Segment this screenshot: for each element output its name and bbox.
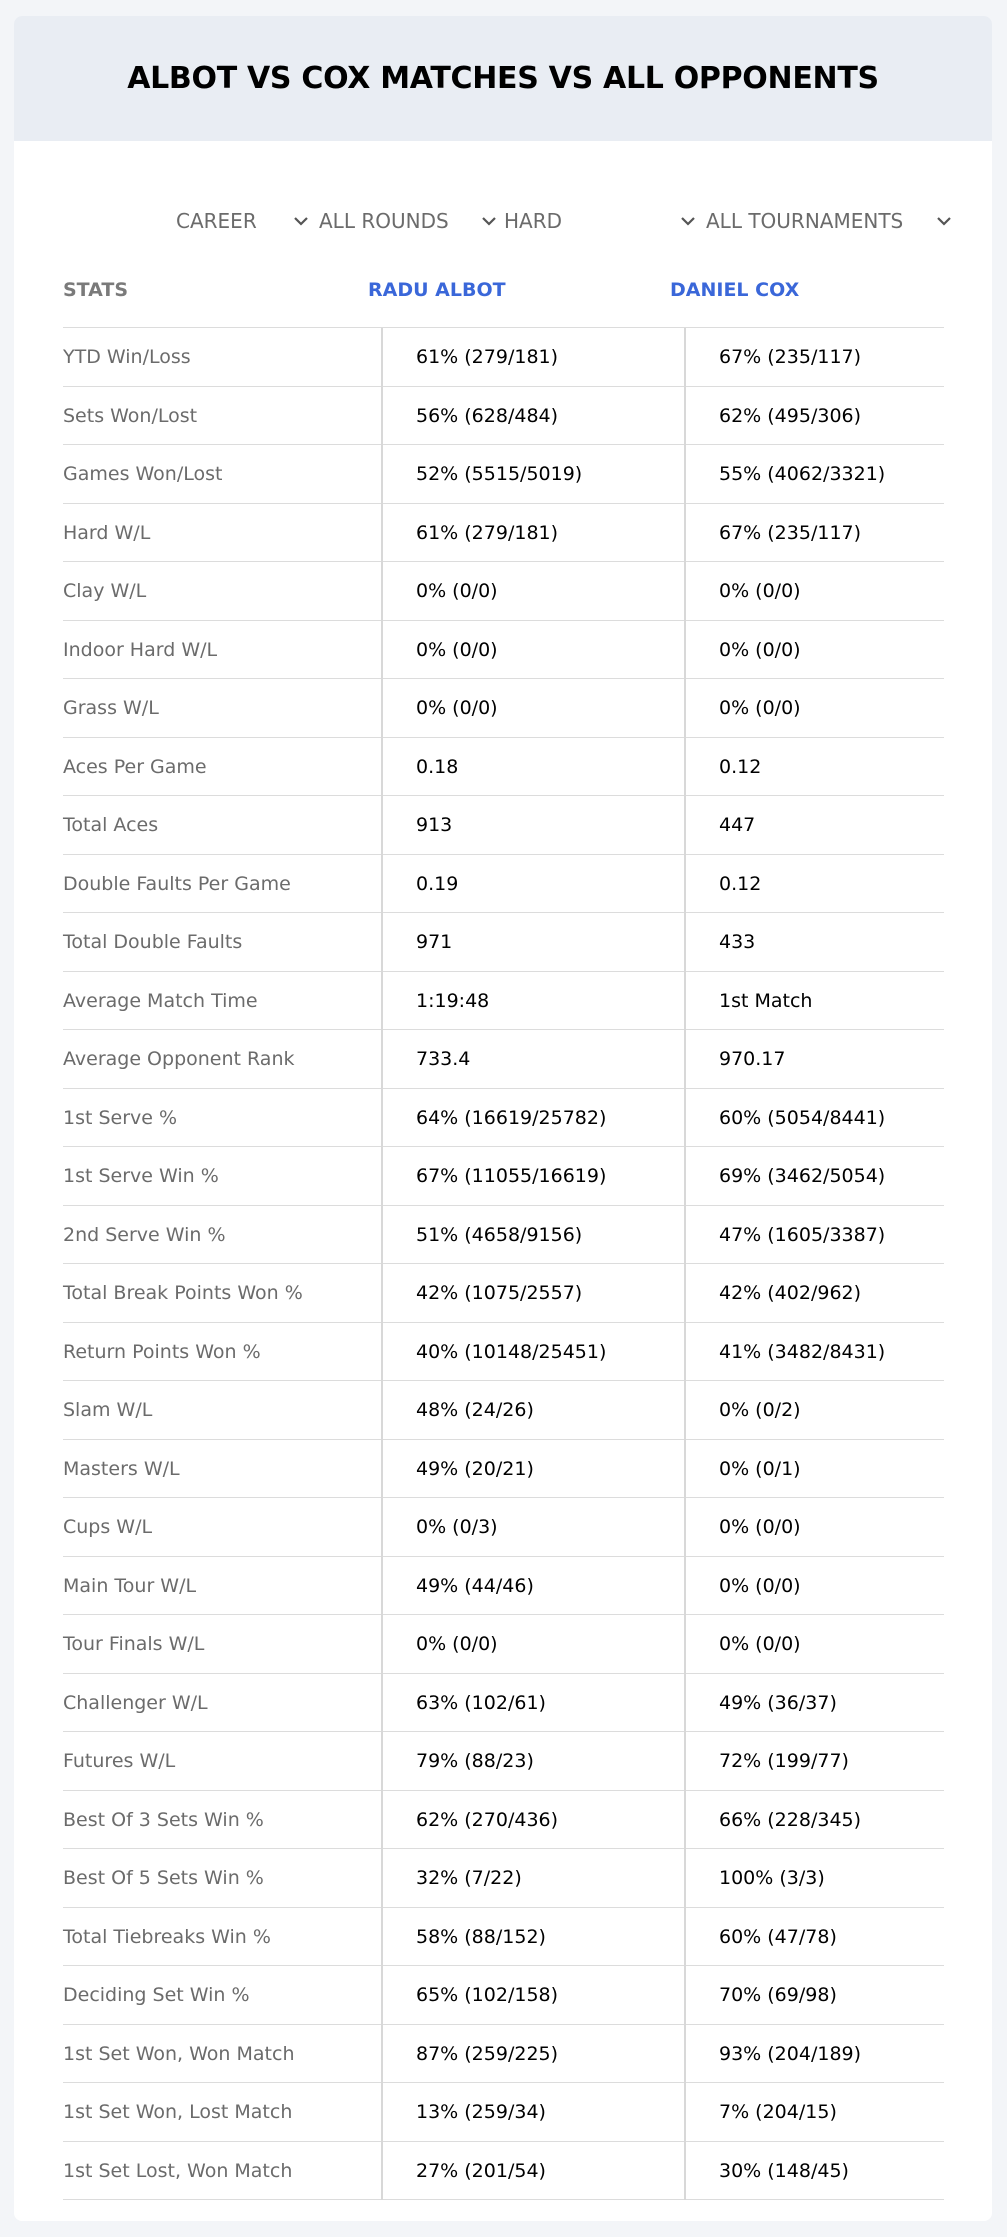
table-row [63,679,944,738]
table-row [63,1674,944,1733]
player2-stat-value: 0% (0/0) [719,580,801,602]
player1-stat-value: 61% (279/181) [416,346,559,368]
table-row [63,1440,944,1499]
player1-stat-value: 0% (0/0) [416,697,498,719]
stat-label: Total Double Faults [63,931,243,953]
player1-stat-value: 40% (10148/25451) [416,1340,607,1363]
player2-stat-value: 67% (235/117) [719,521,862,544]
player2-stat-value: 433 [719,931,756,953]
table-row [63,445,944,504]
table-row [63,1966,944,2025]
chevron-down-icon [677,210,699,232]
table-row [63,387,944,446]
table-row [63,2142,944,2201]
player2-stat-value: 67% (235/117) [719,346,862,368]
stat-label: Masters W/L [63,1457,180,1480]
player1-stat-value: 49% (44/46) [416,1574,534,1597]
table-row [63,738,944,797]
stat-label: Clay W/L [63,580,147,602]
player1-stat-value: 0% (0/3) [416,1516,498,1538]
player2-stat-value: 970.17 [719,1048,786,1070]
table-body [63,328,944,2200]
player2-stat-value: 60% (5054/8441) [719,1106,886,1129]
table-row [63,621,944,680]
player1-stat-value: 52% (5515/5019) [416,463,583,485]
player2-stat-value: 69% (3462/5054) [719,1165,886,1187]
table-row [63,1323,944,1382]
player2-stat-value: 100% (3/3) [719,1867,825,1889]
stat-label: Slam W/L [63,1399,153,1421]
player2-stat-value: 0.12 [719,755,762,778]
player1-stat-value: 0% (0/0) [416,1633,498,1655]
period-filter-label: CAREER [176,209,257,233]
player1-stat-value: 61% (279/181) [416,521,559,544]
stats-table [63,251,944,2200]
player2-stat-value: 72% (199/77) [719,1750,849,1772]
player2-stat-value: 49% (36/37) [719,1691,837,1714]
player2-stat-value: 0% (0/0) [719,638,801,661]
chevron-down-icon [933,210,955,232]
stats-column-header: STATS [63,278,129,301]
chevron-down-icon [290,210,312,232]
table-row [63,1557,944,1616]
table-row [63,972,944,1031]
player1-stat-value: 63% (102/61) [416,1691,546,1714]
chevron-down-icon [478,210,500,232]
player1-stat-value: 0% (0/0) [416,638,498,661]
stat-label: Sets Won/Lost [63,404,198,427]
stat-label: Total Break Points Won % [63,1282,303,1304]
stat-label: Challenger W/L [63,1691,208,1714]
player1-stat-value: 0% (0/0) [416,580,498,602]
stat-label: 1st Set Won, Lost Match [63,2101,293,2123]
table-row [63,1791,944,1850]
filter-bar [14,191,992,251]
player1-stat-value: 13% (259/34) [416,2101,546,2123]
player2-stat-value: 42% (402/962) [719,1282,862,1304]
table-row [63,1264,944,1323]
stat-label: Futures W/L [63,1750,176,1772]
player2-stat-value: 93% (204/189) [719,2042,862,2065]
player2-stat-value: 1st Match [719,989,813,1012]
table-row [63,913,944,972]
table-row [63,1849,944,1908]
player2-stat-value: 0.12 [719,872,762,895]
period-filter-select[interactable] [176,191,257,251]
stat-label: Return Points Won % [63,1340,261,1363]
table-row [63,1908,944,1967]
player1-stat-value: 79% (88/23) [416,1750,534,1772]
table-row [63,1030,944,1089]
stat-label: Best Of 5 Sets Win % [63,1867,264,1889]
stat-label: Tour Finals W/L [63,1633,205,1655]
table-row [63,328,944,387]
player2-stat-value: 7% (204/15) [719,2101,837,2123]
player2-stat-value: 41% (3482/8431) [719,1340,886,1363]
stat-label: Total Tiebreaks Win % [63,1925,271,1948]
player2-stat-value: 66% (228/345) [719,1808,862,1831]
player2-stat-value: 0% (0/0) [719,1633,801,1655]
player1-stat-value: 913 [416,814,453,836]
stat-label: Total Aces [63,814,159,836]
table-row [63,562,944,621]
rounds-filter-label: ALL ROUNDS [319,209,449,233]
player1-stat-value: 48% (24/26) [416,1399,534,1421]
player2-stat-value: 30% (148/45) [719,2159,849,2182]
player1-stat-value: 971 [416,931,453,953]
stat-label: 2nd Serve Win % [63,1223,226,1246]
tournaments-filter-label: ALL TOURNAMENTS [706,209,904,233]
player2-stat-value: 0% (0/0) [719,1574,801,1597]
stat-label: Average Match Time [63,989,258,1012]
stat-label: 1st Set Won, Won Match [63,2042,295,2065]
table-row [63,2025,944,2084]
player1-stat-value: 1:19:48 [416,989,490,1012]
column-divider [684,328,686,2200]
stat-label: Cups W/L [63,1516,153,1538]
stats-card [14,16,992,2221]
player1-stat-value: 67% (11055/16619) [416,1165,607,1187]
player2-stat-value: 70% (69/98) [719,1984,837,2006]
player1-stat-value: 0.19 [416,872,459,895]
player2-stat-value: 447 [719,814,756,836]
player1-stat-value: 32% (7/22) [416,1867,522,1889]
stat-label: Hard W/L [63,521,151,544]
table-row [63,1147,944,1206]
player2-stat-value: 60% (47/78) [719,1925,837,1948]
player1-stat-value: 0.18 [416,755,459,778]
page-header [14,16,992,141]
player2-stat-value: 47% (1605/3387) [719,1223,886,1246]
player2-stat-value: 0% (0/2) [719,1399,801,1421]
player2-stat-value: 55% (4062/3321) [719,463,886,485]
table-row [63,504,944,563]
player1-stat-value: 733.4 [416,1048,471,1070]
table-row [63,1089,944,1148]
player1-stat-value: 87% (259/225) [416,2042,559,2065]
player1-stat-value: 27% (201/54) [416,2159,546,2182]
stat-label: Main Tour W/L [63,1574,197,1597]
player1-stat-value: 56% (628/484) [416,404,559,427]
player2-column-header[interactable]: DANIEL COX [670,278,800,301]
player2-stat-value: 0% (0/1) [719,1457,801,1480]
stat-label: Average Opponent Rank [63,1048,295,1070]
rounds-filter-select[interactable] [319,191,449,251]
stat-label: Best Of 3 Sets Win % [63,1808,264,1831]
player2-stat-value: 0% (0/0) [719,1516,801,1538]
table-row [63,1498,944,1557]
table-row [63,1732,944,1791]
table-row [63,1615,944,1674]
table-header [63,251,944,328]
page-title: ALBOT VS COX MATCHES VS ALL OPPONENTS [127,61,879,96]
stat-label: Double Faults Per Game [63,872,291,895]
stat-label: Indoor Hard W/L [63,638,218,661]
table-row [63,1206,944,1265]
player1-stat-value: 58% (88/152) [416,1925,546,1948]
player1-stat-value: 64% (16619/25782) [416,1106,607,1129]
stat-label: 1st Serve Win % [63,1165,219,1187]
stat-label: Games Won/Lost [63,463,223,485]
surface-filter-label: HARD [504,209,563,233]
table-row [63,855,944,914]
player1-column-header[interactable]: RADU ALBOT [368,278,506,301]
player1-stat-value: 42% (1075/2557) [416,1282,583,1304]
tournaments-filter-select[interactable] [706,191,903,251]
surface-filter-select[interactable] [504,191,562,251]
player1-stat-value: 65% (102/158) [416,1984,559,2006]
stat-label: Grass W/L [63,697,159,719]
table-row [63,1381,944,1440]
stat-label: Deciding Set Win % [63,1984,250,2006]
stat-label: 1st Serve % [63,1106,178,1129]
player1-stat-value: 49% (20/21) [416,1457,534,1480]
column-divider [381,328,383,2200]
player1-stat-value: 62% (270/436) [416,1808,559,1831]
stat-label: 1st Set Lost, Won Match [63,2159,293,2182]
player2-stat-value: 0% (0/0) [719,697,801,719]
player1-stat-value: 51% (4658/9156) [416,1223,583,1246]
stat-label: Aces Per Game [63,755,207,778]
table-row [63,796,944,855]
stat-label: YTD Win/Loss [63,346,191,368]
table-row [63,2083,944,2142]
player2-stat-value: 62% (495/306) [719,404,862,427]
